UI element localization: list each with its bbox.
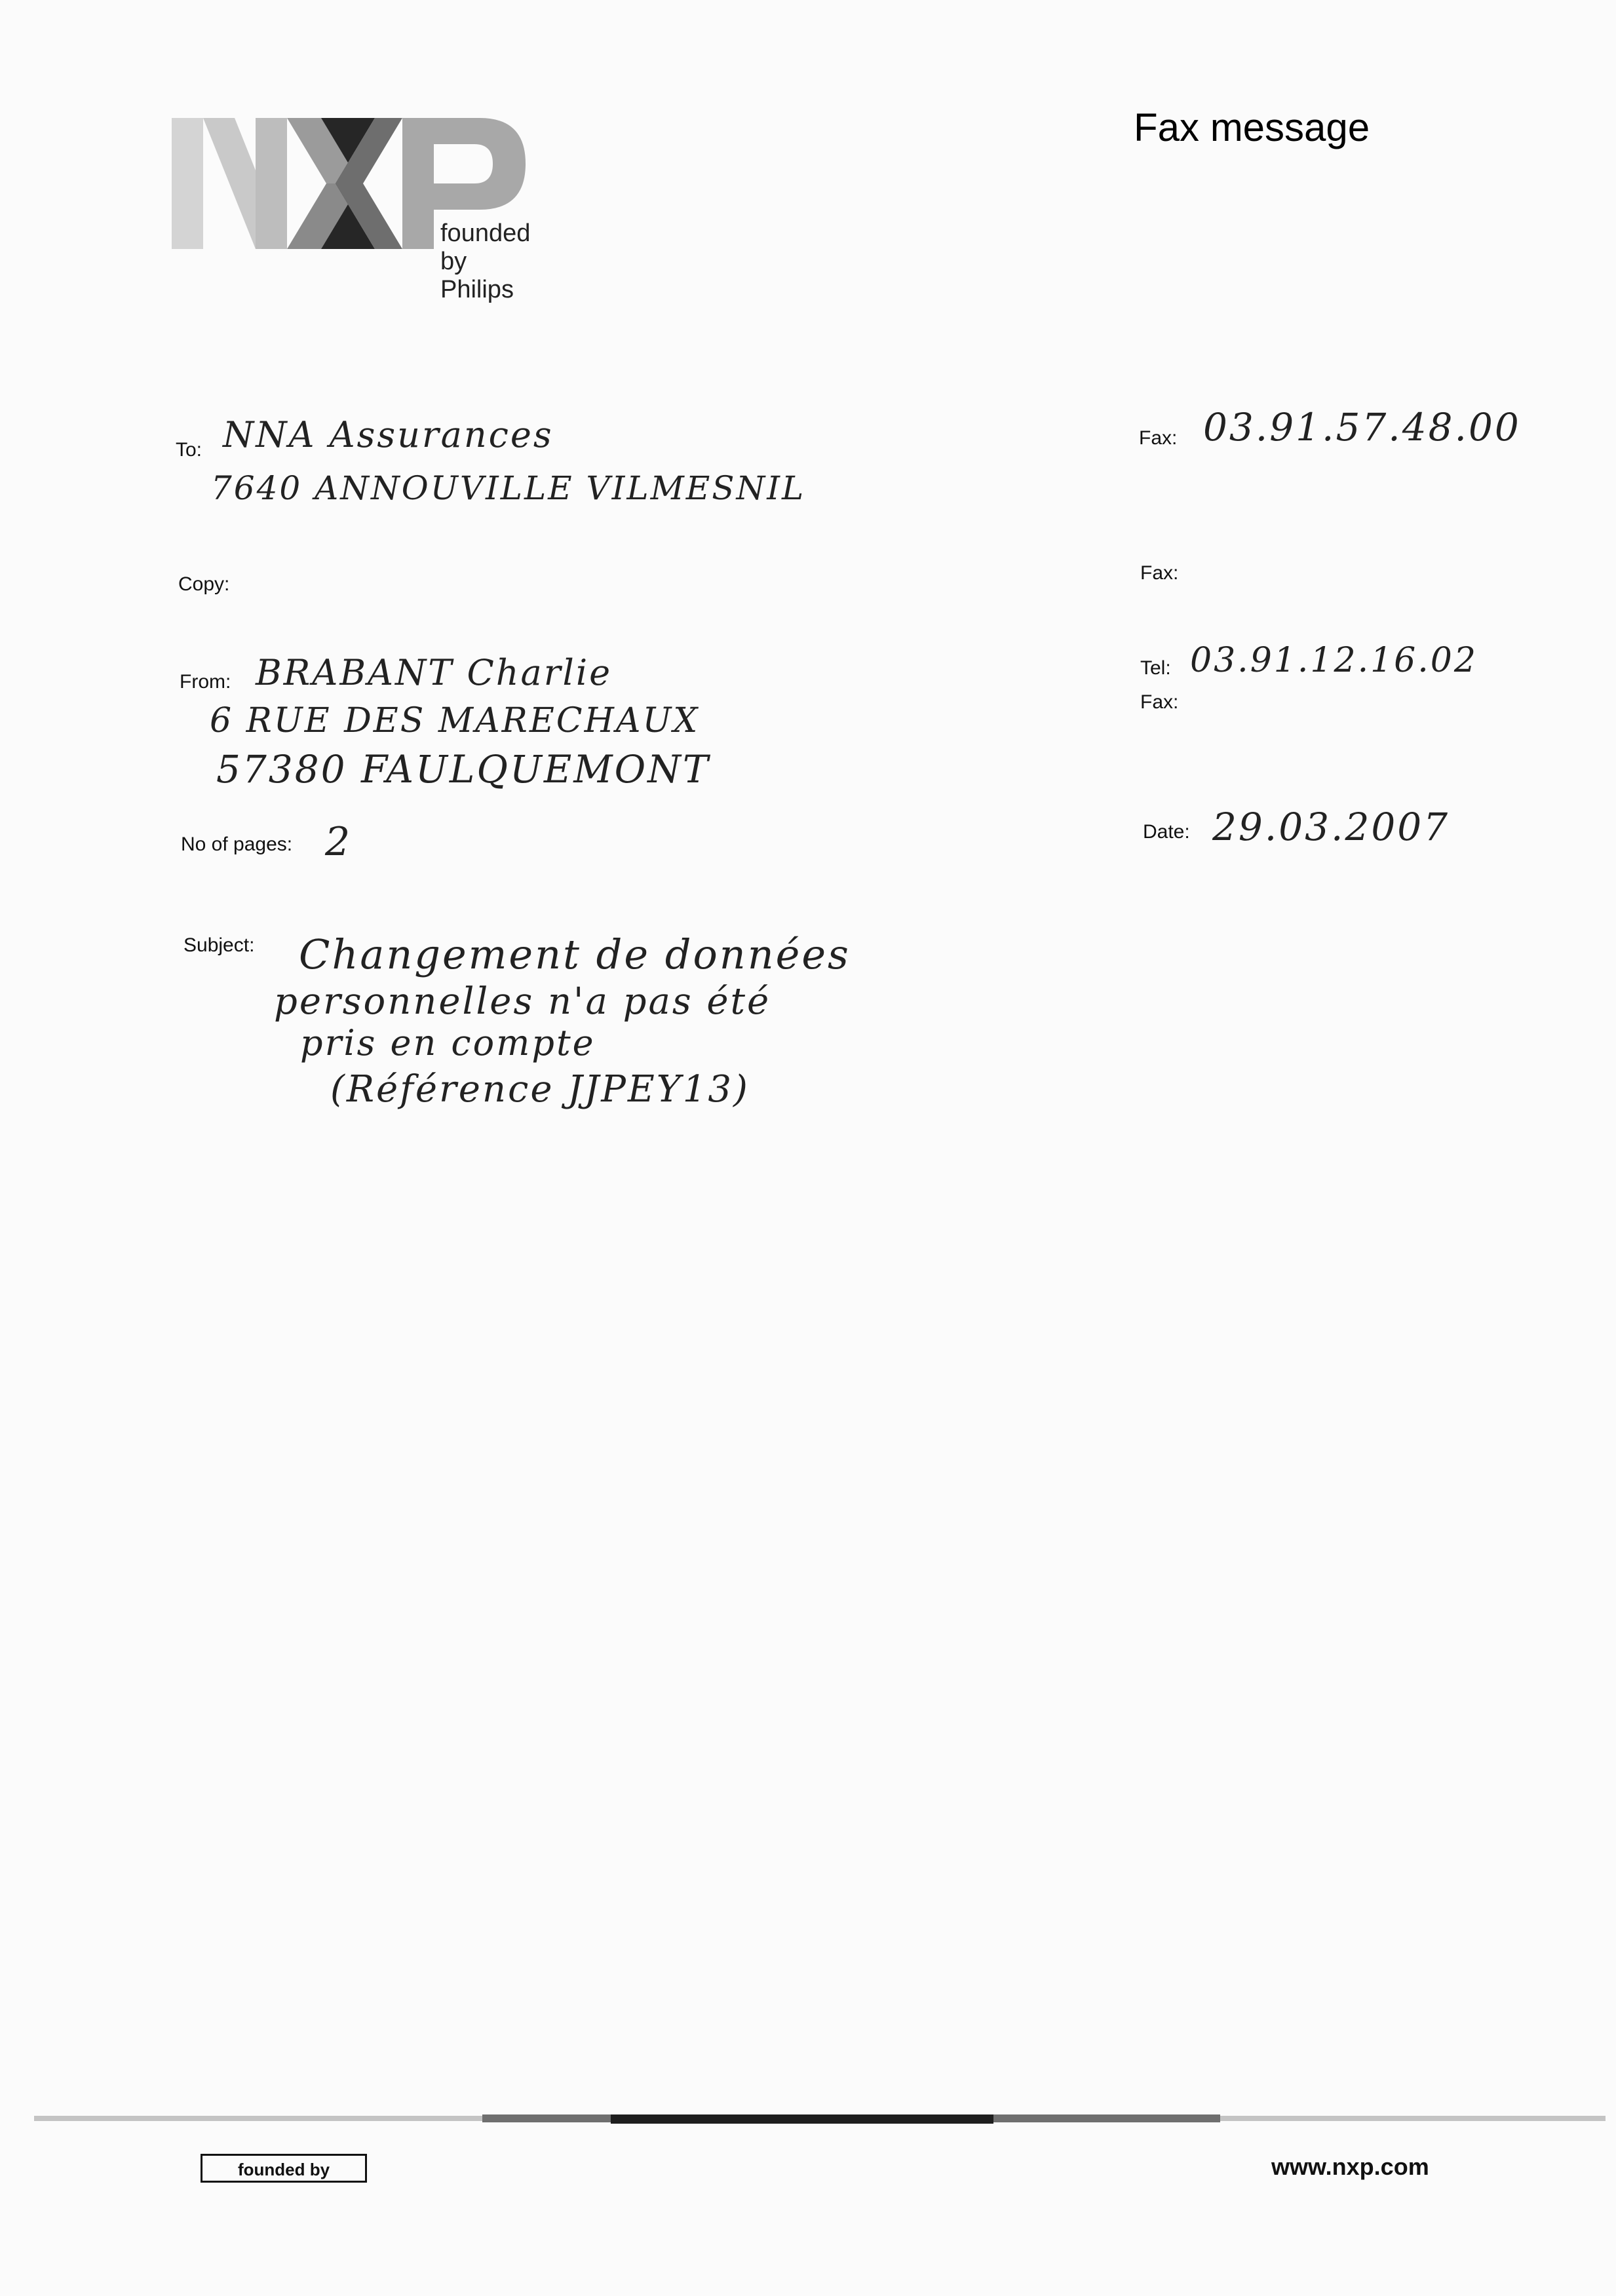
footer-url: www.nxp.com xyxy=(1271,2153,1429,2180)
to-label: To: xyxy=(176,439,202,461)
fax-label: Fax: xyxy=(1139,427,1178,449)
footer-founded-by-box xyxy=(201,2154,367,2183)
to-value-line2: 7640 ANNOUVILLE VILMESNIL xyxy=(211,469,806,507)
from-fax-label: Fax: xyxy=(1140,691,1179,713)
fax-value: 03.91.57.48.00 xyxy=(1203,405,1521,450)
date-label: Date: xyxy=(1143,821,1190,843)
footer-rule-dark xyxy=(611,2114,993,2124)
subject-label: Subject: xyxy=(183,934,255,956)
subject-line1: Changement de données xyxy=(299,930,851,978)
to-value-line1: NNA Assurances xyxy=(223,414,554,455)
from-value-line1: BRABANT Charlie xyxy=(256,652,613,693)
subject-line4: (Référence JJPEY13) xyxy=(330,1068,750,1111)
from-value-line3: 57380 FAULQUEMONT xyxy=(216,747,710,792)
copy-label: Copy: xyxy=(178,573,230,595)
from-value-line2: 6 RUE DES MARECHAUX xyxy=(210,701,700,740)
pages-label: No of pages: xyxy=(181,833,293,855)
tel-label: Tel: xyxy=(1140,657,1171,679)
footer-founded-by-label: founded by xyxy=(237,2160,330,2179)
date-value: 29.03.2007 xyxy=(1212,805,1450,849)
tel-value: 03.91.12.16.02 xyxy=(1190,641,1478,680)
page-title: Fax message xyxy=(1134,105,1370,149)
nxp-logo xyxy=(172,118,539,303)
from-label: From: xyxy=(180,671,231,693)
subject-line3: pris en compte xyxy=(300,1022,596,1063)
copy-fax-label: Fax: xyxy=(1140,562,1179,584)
pages-value: 2 xyxy=(325,819,353,865)
subject-line2: personnelles n'a pas été xyxy=(274,980,771,1023)
logo-tagline: founded by Philips xyxy=(440,220,531,303)
